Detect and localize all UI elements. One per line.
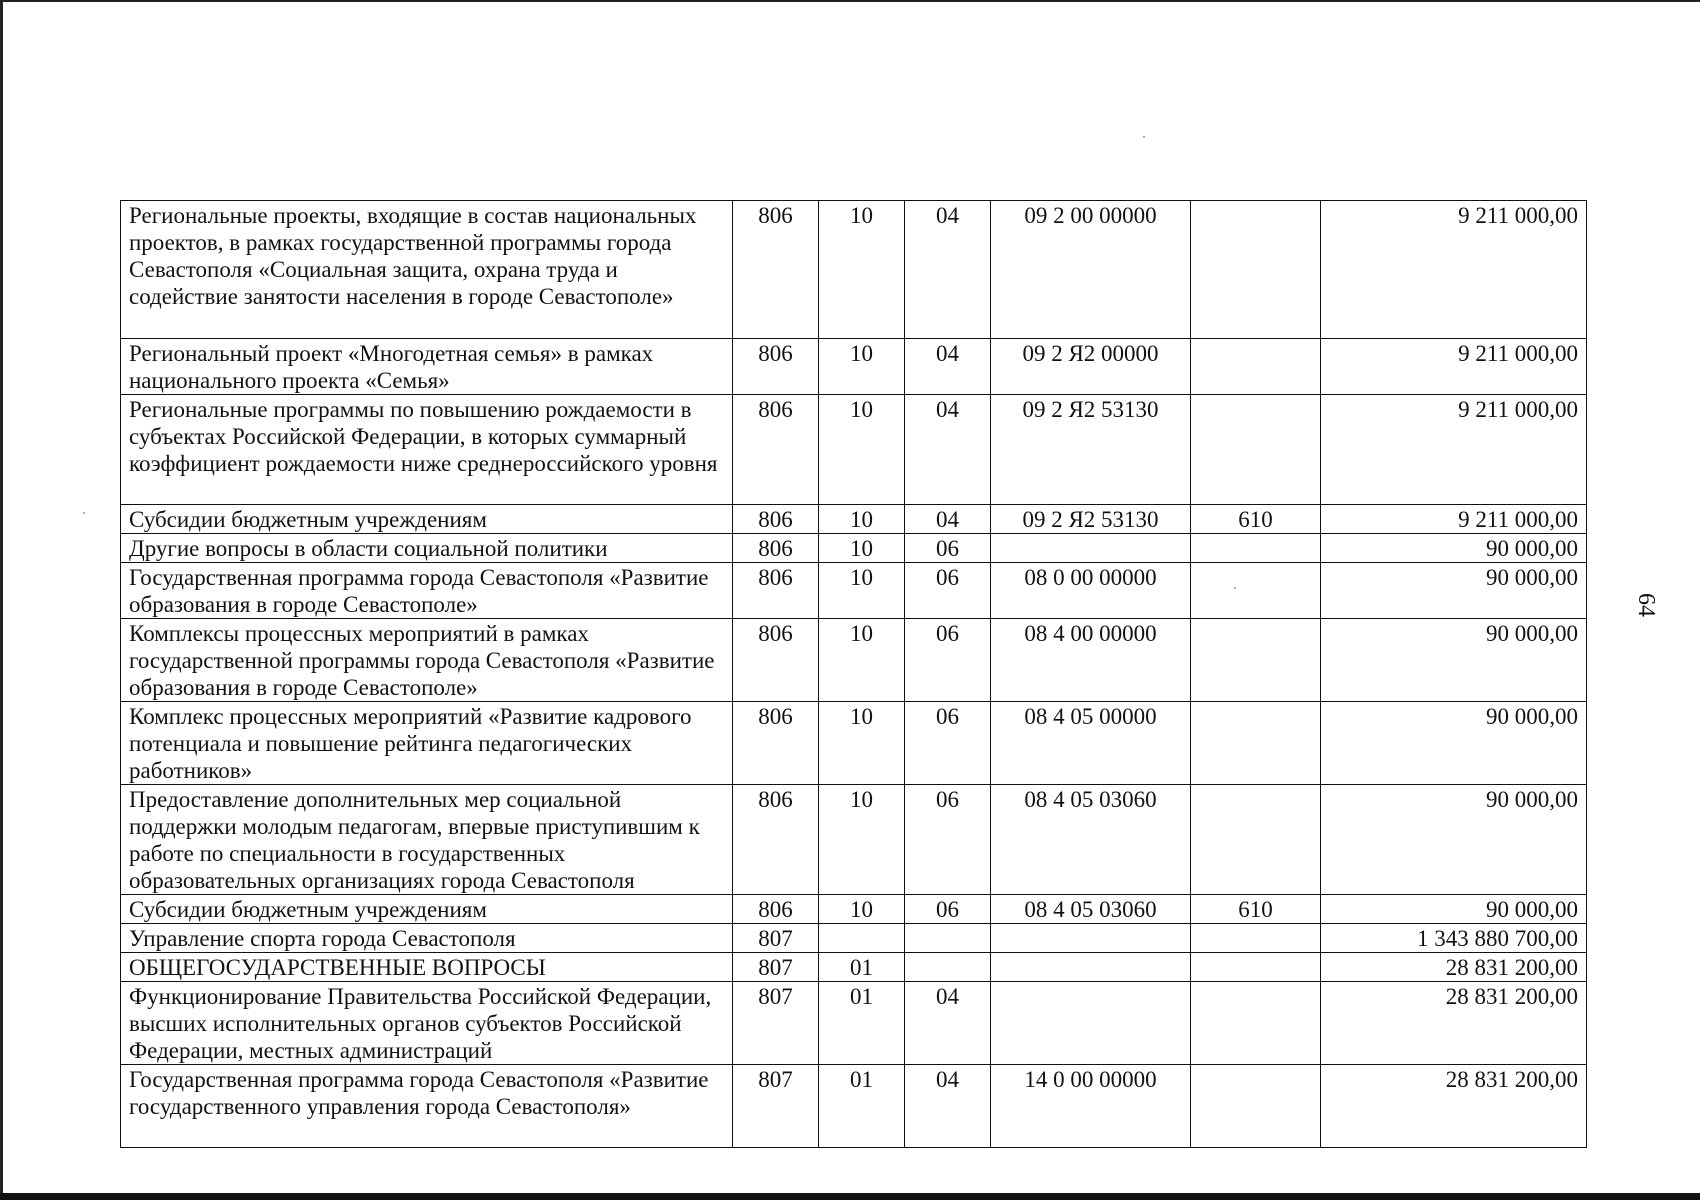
table-row — [121, 339, 1587, 395]
cell-csr: 14 0 00 00000 — [991, 1065, 1191, 1148]
cell-razdel: 10 — [819, 534, 905, 563]
table-row — [121, 982, 1587, 1065]
cell-vr — [1191, 563, 1321, 619]
cell-razdel: 01 — [819, 982, 905, 1065]
scan-speck — [83, 512, 85, 514]
cell-vr — [1191, 395, 1321, 505]
cell-adm: 807 — [733, 982, 819, 1065]
cell-vr — [1191, 785, 1321, 895]
cell-csr: 09 2 Я2 00000 — [991, 339, 1191, 395]
cell-sum: 90 000,00 — [1321, 895, 1587, 924]
cell-csr: 09 2 Я2 53130 — [991, 505, 1191, 534]
cell-sum: 9 211 000,00 — [1321, 395, 1587, 505]
cell-vr — [1191, 982, 1321, 1065]
cell-podrazdel: 06 — [905, 785, 991, 895]
cell-adm: 806 — [733, 702, 819, 785]
cell-sum: 28 831 200,00 — [1321, 982, 1587, 1065]
cell-sum: 9 211 000,00 — [1321, 505, 1587, 534]
cell-name: Государственная программа города Севастополя «Развитие государственного управления города Севастополя» — [121, 1065, 733, 1148]
cell-adm: 806 — [733, 563, 819, 619]
cell-sum: 90 000,00 — [1321, 619, 1587, 702]
cell-razdel: 10 — [819, 702, 905, 785]
cell-csr: 08 0 00 00000 — [991, 563, 1191, 619]
scan-edge-top — [0, 0, 1700, 2]
page-number: 64 — [1633, 593, 1659, 617]
cell-vr — [1191, 619, 1321, 702]
cell-vr — [1191, 339, 1321, 395]
table-row — [121, 534, 1587, 563]
cell-adm: 806 — [733, 534, 819, 563]
table-row — [121, 924, 1587, 953]
cell-podrazdel: 04 — [905, 982, 991, 1065]
cell-sum: 9 211 000,00 — [1321, 201, 1587, 339]
cell-name: Государственная программа города Севастополя «Развитие образования в городе Севастополе» — [121, 563, 733, 619]
cell-podrazdel: 04 — [905, 1065, 991, 1148]
cell-podrazdel — [905, 924, 991, 953]
cell-adm: 806 — [733, 619, 819, 702]
cell-sum: 90 000,00 — [1321, 534, 1587, 563]
cell-sum: 90 000,00 — [1321, 563, 1587, 619]
cell-vr — [1191, 702, 1321, 785]
cell-name: Комплексы процессных мероприятий в рамках государственной программы города Севастополя «Развитие образования в городе Севастополе» — [121, 619, 733, 702]
cell-podrazdel — [905, 953, 991, 982]
cell-podrazdel: 04 — [905, 395, 991, 505]
cell-razdel: 10 — [819, 201, 905, 339]
table-row — [121, 619, 1587, 702]
cell-razdel: 10 — [819, 395, 905, 505]
cell-name: Управление спорта города Севастополя — [121, 924, 733, 953]
cell-name: Субсидии бюджетным учреждениям — [121, 895, 733, 924]
cell-razdel: 01 — [819, 1065, 905, 1148]
cell-csr: 08 4 05 03060 — [991, 785, 1191, 895]
cell-name: Комплекс процессных мероприятий «Развитие кадрового потенциала и повышение рейтинга педагогических работников» — [121, 702, 733, 785]
cell-adm: 806 — [733, 395, 819, 505]
cell-csr — [991, 924, 1191, 953]
cell-podrazdel: 04 — [905, 505, 991, 534]
cell-razdel: 10 — [819, 895, 905, 924]
cell-podrazdel: 06 — [905, 895, 991, 924]
scan-speck — [1143, 136, 1145, 138]
cell-razdel — [819, 924, 905, 953]
cell-csr: 09 2 00 00000 — [991, 201, 1191, 339]
cell-podrazdel: 06 — [905, 534, 991, 563]
cell-vr — [1191, 1065, 1321, 1148]
cell-podrazdel: 06 — [905, 619, 991, 702]
cell-adm: 806 — [733, 505, 819, 534]
cell-razdel: 10 — [819, 785, 905, 895]
table-row — [121, 895, 1587, 924]
table-row — [121, 201, 1587, 339]
cell-podrazdel: 04 — [905, 339, 991, 395]
cell-razdel: 10 — [819, 563, 905, 619]
cell-name: Региональные проекты, входящие в состав национальных проектов, в рамках государственной программы города Севастополя «Социальная защита, охрана труда и содействие занятости населения в городе Севастополе» — [121, 201, 733, 339]
cell-csr — [991, 982, 1191, 1065]
cell-name: Региональные программы по повышению рождаемости в субъектах Российской Федерации, в которых суммарный коэффициент рождаемости ниже среднероссийского уровня — [121, 395, 733, 505]
cell-sum: 90 000,00 — [1321, 702, 1587, 785]
table-row — [121, 785, 1587, 895]
cell-razdel: 10 — [819, 619, 905, 702]
scan-edge-left — [0, 0, 3, 1200]
cell-sum: 28 831 200,00 — [1321, 953, 1587, 982]
table-row — [121, 563, 1587, 619]
cell-adm: 806 — [733, 895, 819, 924]
cell-csr: 08 4 05 00000 — [991, 702, 1191, 785]
cell-sum: 9 211 000,00 — [1321, 339, 1587, 395]
cell-adm: 807 — [733, 953, 819, 982]
cell-name: Предоставление дополнительных мер социальной поддержки молодым педагогам, впервые приступившим к работе по специальности в государственных образовательных организациях города Севастополя — [121, 785, 733, 895]
table-row — [121, 505, 1587, 534]
cell-csr: 09 2 Я2 53130 — [991, 395, 1191, 505]
scan-edge-bottom — [0, 1193, 1700, 1200]
cell-razdel: 10 — [819, 339, 905, 395]
table-row — [121, 953, 1587, 982]
cell-adm: 807 — [733, 924, 819, 953]
cell-podrazdel: 06 — [905, 563, 991, 619]
cell-name: ОБЩЕГОСУДАРСТВЕННЫЕ ВОПРОСЫ — [121, 953, 733, 982]
cell-vr — [1191, 534, 1321, 563]
cell-vr: 610 — [1191, 505, 1321, 534]
table-row — [121, 702, 1587, 785]
table-row — [121, 1065, 1587, 1148]
cell-adm: 806 — [733, 201, 819, 339]
cell-csr: 08 4 00 00000 — [991, 619, 1191, 702]
cell-adm: 807 — [733, 1065, 819, 1148]
cell-name: Другие вопросы в области социальной политики — [121, 534, 733, 563]
cell-podrazdel: 04 — [905, 201, 991, 339]
cell-razdel: 01 — [819, 953, 905, 982]
cell-sum: 28 831 200,00 — [1321, 1065, 1587, 1148]
cell-csr: 08 4 05 03060 — [991, 895, 1191, 924]
cell-name: Региональный проект «Многодетная семья» в рамках национального проекта «Семья» — [121, 339, 733, 395]
cell-sum: 90 000,00 — [1321, 785, 1587, 895]
cell-name: Субсидии бюджетным учреждениям — [121, 505, 733, 534]
cell-razdel: 10 — [819, 505, 905, 534]
cell-vr — [1191, 953, 1321, 982]
cell-csr — [991, 953, 1191, 982]
cell-vr — [1191, 201, 1321, 339]
cell-adm: 806 — [733, 785, 819, 895]
cell-csr — [991, 534, 1191, 563]
cell-vr: 610 — [1191, 895, 1321, 924]
budget-table — [120, 200, 1587, 1148]
cell-adm: 806 — [733, 339, 819, 395]
cell-podrazdel: 06 — [905, 702, 991, 785]
table-row — [121, 395, 1587, 505]
cell-name: Функционирование Правительства Российской Федерации, высших исполнительных органов субъектов Российской Федерации, местных администраций — [121, 982, 733, 1065]
cell-sum: 1 343 880 700,00 — [1321, 924, 1587, 953]
cell-vr — [1191, 924, 1321, 953]
